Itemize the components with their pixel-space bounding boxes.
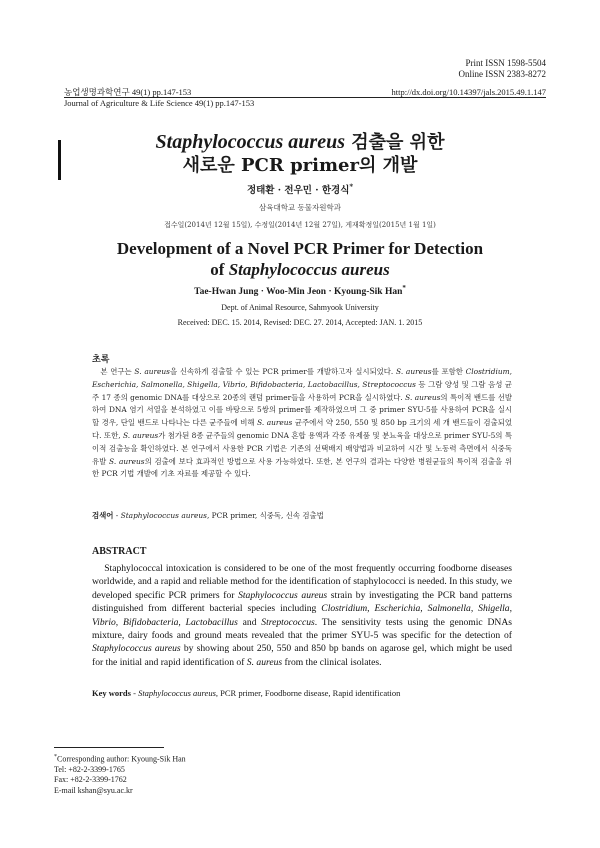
english-abstract-body [92, 562, 512, 669]
korean-abstract-heading: 초록 [92, 355, 110, 365]
korean-title-line1 [0, 130, 600, 155]
footnote-tel: Tel: +82-2-3399-1765 [54, 765, 125, 775]
en-abs-text: by showing about 250, 550 and 850 bp bands on agarose gel, which might be used for the initial and rapid identification of [92, 643, 512, 668]
korean-title-species: Staphylococcus aureus [155, 131, 345, 153]
english-keywords [92, 688, 522, 698]
en-abs-text: strain by investigating the PCR band patterns distinguished from different bacterial species including [92, 589, 512, 615]
english-dates: Received: DEC. 15. 2014, Revised: DEC. 27. 2014, Accepted: JAN. 1. 2015 [177, 318, 423, 327]
footnote-corresponding [54, 752, 186, 765]
korean-affiliation: 삼육대학교 동물자원학과 [258, 203, 342, 212]
journal-citation-en: Journal of Agriculture & Life Science 49(1) pp.147-153 [64, 98, 255, 108]
korean-author-names: 정태환 · 전우민 · 한경식 [246, 185, 350, 197]
english-title-line2 [0, 259, 600, 280]
kr-abs-species: S. aureus [123, 430, 159, 440]
en-abs-species: S. aureus [246, 656, 283, 668]
korean-keyword-species: Staphylococcus aureus [120, 511, 207, 520]
korean-title-rest: 검출을 위한 [344, 132, 445, 153]
korean-keywords-label: 검색어 [92, 511, 114, 520]
issn-block [459, 58, 547, 80]
en-abs-text: from the clinical isolates. [282, 656, 382, 668]
english-authors [0, 284, 600, 297]
journal-citation-kr: 농업생명과학연구 49(1) pp.147-153 [64, 87, 192, 97]
english-keywords-rest: , PCR primer, Foodborne disease, Rapid identification [215, 688, 401, 698]
kr-abs-species: S. aureus [109, 456, 145, 466]
english-author-mark: * [402, 284, 406, 292]
kr-abs-text: 본 연구는 [100, 367, 135, 376]
en-abs-text: Staphylococcal intoxication is considered to be one of the most frequently occurring foodborne diseases worldwide, and a rapid and reliable method for the identification of staphylococci is needed. In this study, we developed specific PCR primers for [92, 563, 513, 601]
english-title-of: of [210, 260, 229, 279]
kr-abs-species: S. aureus [405, 392, 441, 402]
kr-abs-species: S. aureus [134, 367, 170, 376]
en-abs-species: Staphylococcus aureus [238, 589, 328, 601]
english-affiliation: Dept. of Animal Resource, Sahmyook University [221, 303, 379, 312]
footnote-email[interactable]: E-mail kshan@syu.ac.kr [54, 785, 133, 795]
footnote-fax: Fax: +82-2-3399-1762 [54, 775, 127, 785]
issn-online: Online ISSN 2383-8272 [458, 69, 546, 79]
footnote-corresponding-text: Corresponding author: Kyoung-Sik Han [57, 754, 186, 764]
kr-abs-species: S. aureus [257, 418, 293, 428]
kr-abs-text: 가 첨가된 8종 균주들의 genomic DNA 혼합 용액과 각종 유제품 및 분뇨육을 대상으로 primer SYU-5의 특이적 검출능을 확인하였다. 본 연구에서 사용한 PCR 기법은 기존의 선택배지 배양법과 비교하여 시간 및 노동력 측면에서 식중독 유발 [92, 430, 512, 466]
header-rule [64, 97, 546, 98]
kr-abs-species: S. aureus [396, 367, 432, 376]
kr-abs-text: 를 포함한 [431, 367, 466, 376]
english-title-line1: Development of a Novel PCR Primer for Detection [116, 239, 484, 258]
english-keywords-label: Key words [92, 688, 131, 698]
kr-abs-genera: Clostridium, Escherichia, Salmonella, Shigella, Vibrio, Bifidobacteria, Lactobacillus, Streptococcus [92, 367, 512, 389]
en-abs-text: . The sensitivity tests using the genomic DNAs mixture, dairy foods and ground meats revealed that the primer SYU-5 was specific for the detection of [92, 616, 512, 642]
en-abs-species: Staphylococcus aureus [92, 643, 181, 655]
korean-keywords-rest: , PCR primer, 식중독, 신속 검출법 [206, 511, 324, 520]
en-abs-genus: Streptococcus [261, 616, 315, 628]
korean-dates: 접수일(2014년 12월 15일), 수정일(2014년 12월 27일), 게재확정일(2015년 1월 1일) [164, 221, 436, 229]
footnote-mark: * [54, 754, 57, 760]
kr-abs-text: 의 검출에 보다 효과적인 방법으로 사용 가능하였다. 또한, 본 연구의 결과는 다양한 병원균들의 특이적 검출을 위한 PCR 기법 개발에 기초 자료를 제공할 수 있다. [92, 456, 512, 479]
korean-keywords-dash: - [113, 511, 121, 520]
en-abs-genera: Clostridium, Escherichia, Salmonella, Shigella, Vibrio, Bifidobacteria, Lactobacillus [92, 603, 512, 628]
english-abstract-heading: ABSTRACT [92, 546, 147, 557]
korean-author-mark: * [349, 182, 354, 191]
issn-print: Print ISSN 1598-5504 [465, 58, 546, 68]
english-author-names: Tae-Hwan Jung · Woo-Min Jeon · Kyoung-Sik Han [194, 287, 403, 298]
english-keyword-species: Staphylococcus aureus [138, 688, 216, 698]
journal-citation [64, 87, 254, 109]
en-abs-text: and [237, 616, 262, 628]
english-keywords-dash: - [130, 688, 139, 698]
kr-abs-text: 을 신속하게 검출할 수 있는 PCR primer를 개발하고자 실시되었다. [169, 367, 397, 376]
english-title-species: Staphylococcus aureus [228, 260, 390, 279]
kr-abs-text: 균주에서 약 250, 550 및 850 bp 크기의 세 개 밴드들이 검출되었다. 또한, [92, 418, 512, 440]
corresponding-author-footnote [54, 752, 186, 796]
korean-authors [0, 182, 600, 196]
doi-link[interactable]: http://dx.doi.org/10.14397/jals.2015.49.1.147 [391, 87, 546, 97]
footnote-rule [54, 747, 164, 748]
korean-keywords [92, 510, 512, 521]
kr-abs-text: 의 특이적 밴드를 선발하여 DNA 염기 서열을 분석하였고 이를 바탕으로 5쌍의 primer를 제작하였으며 그 중 primer SYU-5를 사용하여 PCR을 실시할 경우, 단일 밴드로 나타나는 다른 균주들에 비해 [92, 392, 513, 428]
korean-title-line2: 새로운 PCR primer의 개발 [182, 155, 418, 176]
korean-abstract-body [92, 366, 512, 481]
kr-abs-text: 등 그람 양성 및 그람 음성 균주 17 종의 genomic DNA를 대상으로 20종의 랜덤 primer들을 사용하여 PCR을 실시하였다. [92, 379, 512, 402]
